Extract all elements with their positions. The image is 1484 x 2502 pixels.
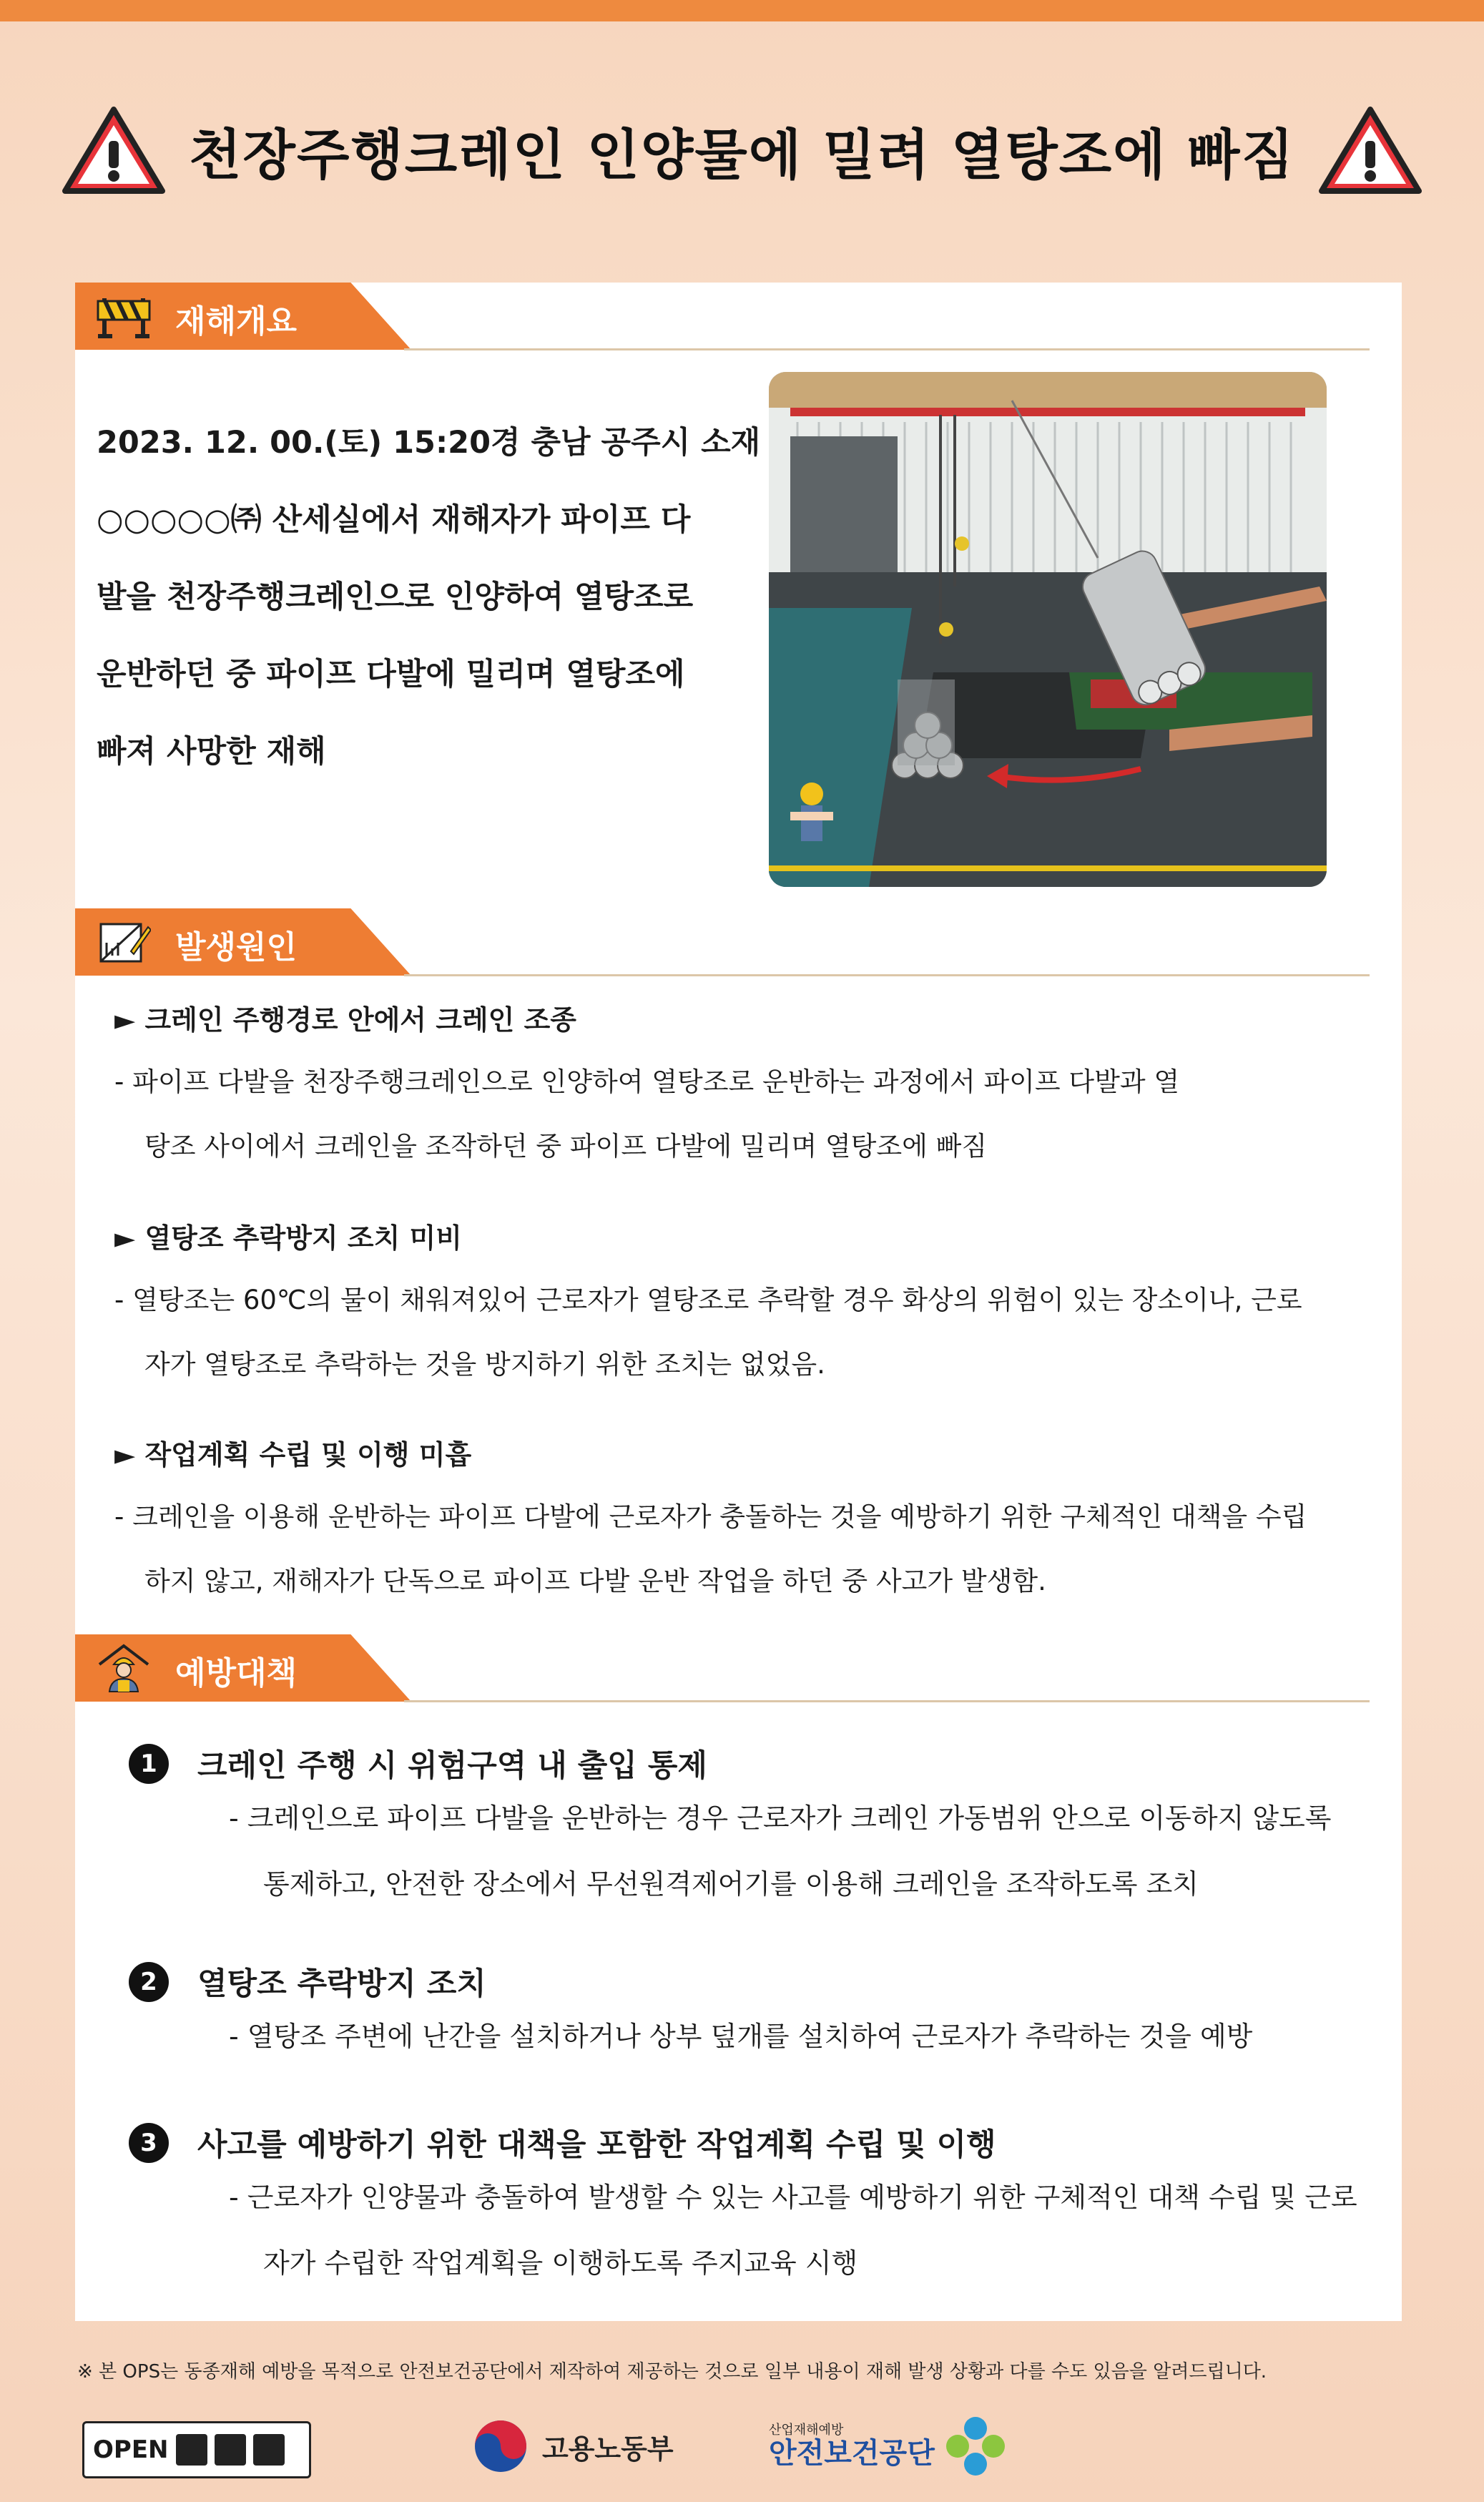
- barricade-icon: [97, 291, 151, 341]
- top-accent-bar: [0, 0, 1484, 21]
- cause-description: [114, 1485, 1373, 1614]
- number-badge: 2: [129, 1962, 169, 2002]
- prevention-line: 자가 수립한 작업계획을 이행하도록 주지교육 시행: [263, 2247, 858, 2279]
- divider: [404, 974, 1370, 976]
- overview-line: 발을 천장주행크레인으로 인양하여 열탕조로: [97, 579, 694, 615]
- pencil-ruler-icon: [97, 917, 151, 967]
- license-icon: [253, 2434, 285, 2466]
- cause-item: [114, 998, 1373, 1179]
- footer: [0, 2403, 1484, 2482]
- cause-description: [114, 1268, 1373, 1397]
- overview-line: 2023. 12. 00.(토) 15:20경 충남 공주시 소재: [97, 425, 761, 461]
- cause-line: 하지 않고, 재해자가 단독으로 파이프 다발 운반 작업을 하던 중 사고가 발생함.: [144, 1566, 1046, 1596]
- taegeuk-icon: [472, 2418, 529, 2475]
- prevention-description: [129, 1785, 1380, 1917]
- section-title: 재해개요: [175, 303, 298, 340]
- footnote: ※ 본 OPS는 동종재해 예방을 목적으로 안전보건공단에서 제작하여 제공하는 것으로 일부 내용이 재해 발생 상황과 다를 수도 있음을 알려드립니다.: [77, 2361, 1267, 2383]
- prevention-title: [129, 1742, 1380, 1785]
- cause-line: - 크레인을 이용해 운반하는 파이프 다발에 근로자가 충돌하는 것을 예방하기 위한 구체적인 대책을 수립: [114, 1501, 1307, 1532]
- kosha-name: 안전보건공단: [769, 2436, 935, 2470]
- kosha-text: [769, 2423, 935, 2469]
- number-badge: 1: [129, 1744, 169, 1784]
- prevention-line: 통제하고, 안전한 장소에서 무선원격제어기를 이용해 크레인을 조작하도록 조치: [263, 1868, 1199, 1900]
- divider: [404, 348, 1370, 350]
- ministry-logo: [472, 2418, 674, 2475]
- warning-icon: [1317, 104, 1424, 197]
- kosha-logo: [769, 2410, 1008, 2482]
- section-title: 예방대책: [175, 1655, 298, 1692]
- cause-item: [114, 1433, 1373, 1614]
- cause-item: [114, 1216, 1373, 1397]
- cause-line: - 파이프 다발을 천장주행크레인으로 인양하여 열탕조로 운반하는 과정에서 파이프 다발과 열: [114, 1066, 1180, 1097]
- cause-description: [114, 1050, 1373, 1179]
- prevention-title-text: 열탕조 추락방지 조치: [197, 1966, 486, 2002]
- accident-scene-illustration: [769, 372, 1327, 887]
- section-header-causes: [75, 908, 1291, 976]
- cause-title: ► 작업계획 수립 및 이행 미흡: [114, 1439, 472, 1471]
- prevention-item: [129, 1960, 1380, 2069]
- warning-icon: [60, 104, 167, 197]
- cause-line: 탕조 사이에서 크레인을 조작하던 중 파이프 다발에 밀리며 열탕조에 빠짐: [144, 1131, 988, 1162]
- title-row: [0, 93, 1484, 207]
- section-title: 발생원인: [175, 929, 298, 966]
- page-title: 천장주행크레인 인양물에 밀려 열탕조에 빠짐: [189, 122, 1295, 187]
- cause-line: - 열탕조는 60℃의 물이 채워져있어 근로자가 열탕조로 추락할 경우 화상의 위험이 있는 장소이나, 근로: [114, 1285, 1302, 1315]
- open-license-logo: [82, 2421, 311, 2478]
- open-label: OPEN: [93, 2435, 169, 2464]
- ministry-name: 고용노동부: [542, 2433, 674, 2465]
- overview-text: [97, 404, 812, 790]
- number-badge: 3: [129, 2123, 169, 2163]
- content-card: [75, 283, 1402, 2321]
- safety-worker-icon: [97, 1643, 151, 1693]
- prevention-line: - 크레인으로 파이프 다발을 운반하는 경우 근로자가 크레인 가동범위 안으로 이동하지 않도록: [229, 1802, 1332, 1834]
- prevention-title-text: 사고를 예방하기 위한 대책을 포함한 작업계획 수립 및 이행: [197, 2127, 996, 2163]
- prevention-title-text: 크레인 주행 시 위험구역 내 출입 통제: [197, 1748, 707, 1784]
- prevention-item: [129, 1742, 1380, 1917]
- divider: [404, 1700, 1370, 1702]
- prevention-description: [129, 2164, 1380, 2296]
- prevention-line: - 열탕조 주변에 난간을 설치하거나 상부 덮개를 설치하여 근로자가 추락하는 것을 예방: [229, 2021, 1253, 2052]
- section-header-prevention: [75, 1634, 1291, 1702]
- prevention-description: [129, 2003, 1380, 2069]
- prevention-title: [129, 1960, 1380, 2003]
- overview-line: ○○○○○㈜ 산세실에서 재해자가 파이프 다: [97, 502, 691, 538]
- kosha-subtitle: 산업재해예방: [769, 2423, 844, 2438]
- cause-line: 자가 열탕조로 추락하는 것을 방지하기 위한 조치는 없었음.: [144, 1349, 825, 1380]
- prevention-title: [129, 2121, 1380, 2164]
- cause-title: ► 크레인 주행경로 안에서 크레인 조종: [114, 1004, 576, 1036]
- prevention-item: [129, 2121, 1380, 2296]
- section-header-overview: [75, 283, 1291, 350]
- overview-line: 운반하던 중 파이프 다발에 밀리며 열탕조에: [97, 657, 685, 692]
- prevention-line: - 근로자가 인양물과 충돌하여 발생할 수 있는 사고를 예방하기 위한 구체적인 대책 수립 및 근로: [229, 2182, 1357, 2213]
- license-icon: [215, 2434, 246, 2466]
- overview-line: 빠져 사망한 재해: [97, 734, 326, 770]
- kosha-cross-icon: [943, 2414, 1008, 2478]
- license-icon: [176, 2434, 207, 2466]
- cause-title: ► 열탕조 추락방지 조치 미비: [114, 1222, 462, 1254]
